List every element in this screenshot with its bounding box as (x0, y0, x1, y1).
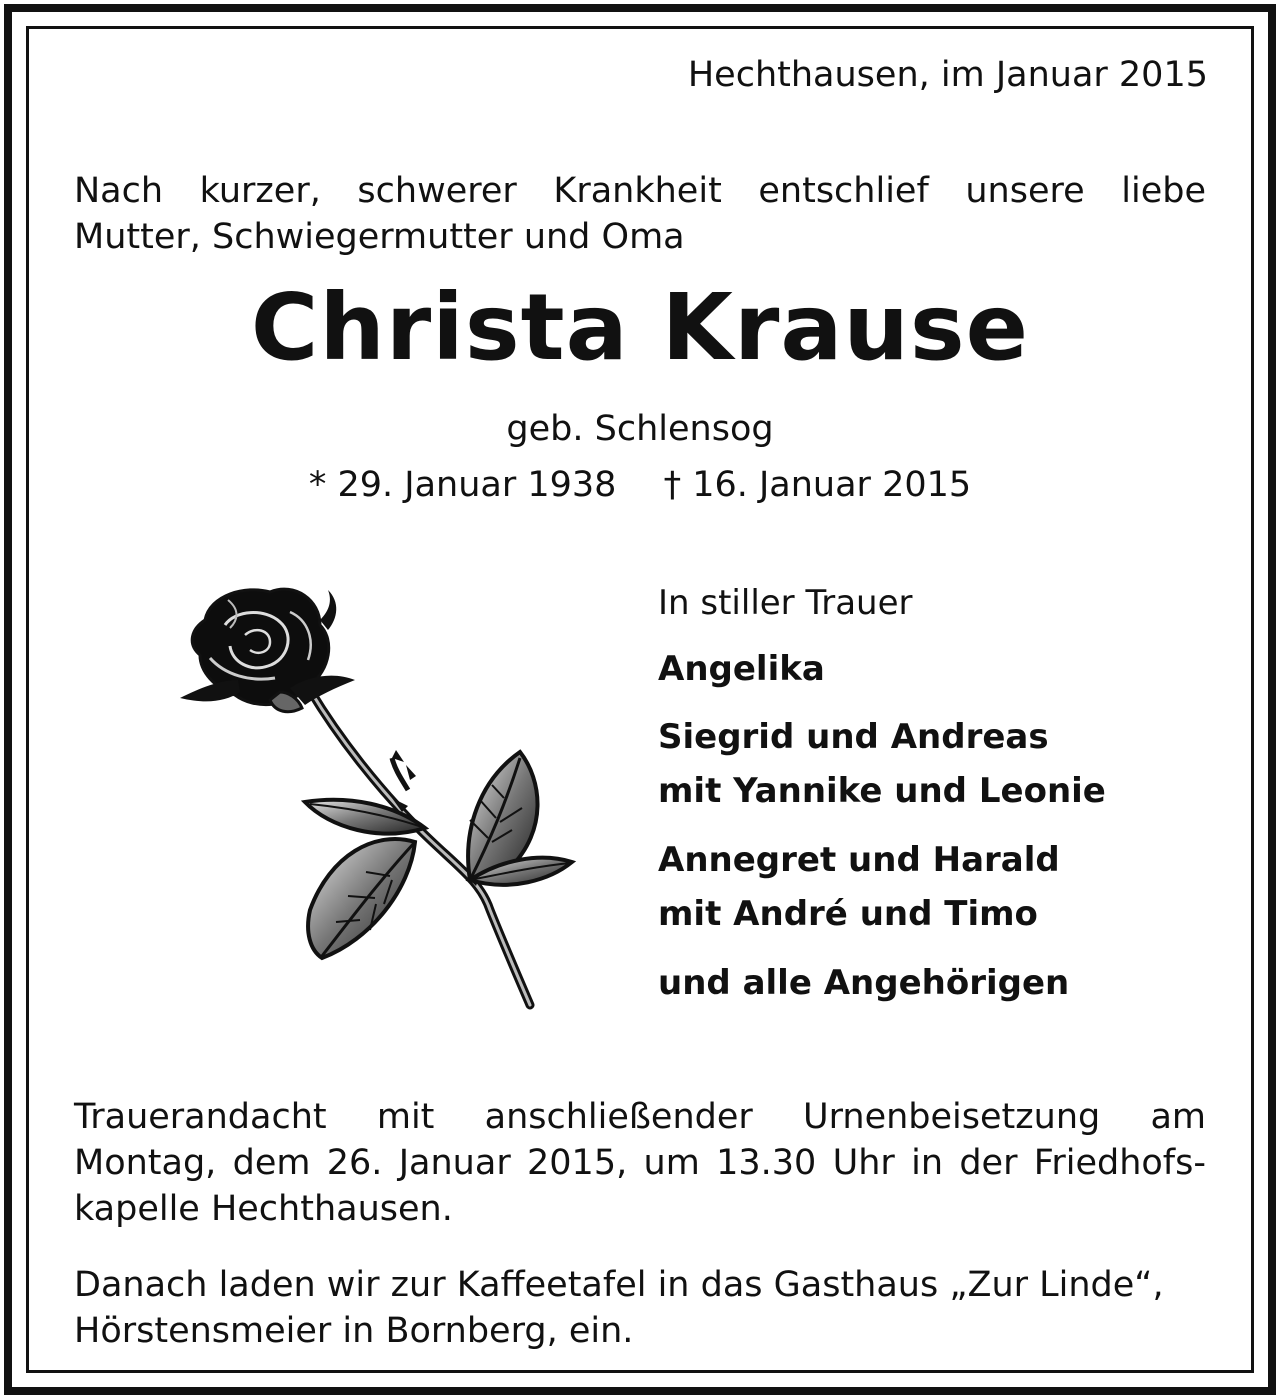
birth-date: * 29. Januar 1938 (308, 465, 617, 505)
rose-icon (170, 580, 590, 1020)
service-line: kapelle Hechthausen. (74, 1189, 453, 1229)
life-dates (0, 465, 1280, 505)
mourner-name: und alle Angehörigen (658, 963, 1070, 1003)
mourners-heading: In stiller Trauer (658, 583, 913, 623)
intro-line: Mutter, Schwiegermutter und Oma (74, 217, 685, 257)
service-info (74, 1094, 1206, 1232)
intro-line: Nach kurzer, schwerer Krankheit entschlief unsere liebe (74, 171, 1206, 211)
mourner-name: Annegret und Harald (658, 840, 1060, 880)
service-line: Trauerandacht mit anschließender Urnenbeisetzung am (74, 1097, 1206, 1137)
mourner-name: Angelika (658, 649, 825, 689)
mourner-name: mit André und Timo (658, 894, 1038, 934)
reception-line: Danach laden wir zur Kaffeetafel in das Gasthaus „Zur Linde“, (74, 1265, 1164, 1305)
mourner-name: Siegrid und Andreas (658, 717, 1049, 757)
deceased-name: Christa Krause (250, 274, 1030, 381)
mourner-name: mit Yannike und Leonie (658, 771, 1106, 811)
reception-line: Hörstensmeier in Bornberg, ein. (74, 1311, 634, 1351)
reception-info (74, 1262, 1206, 1354)
intro-text (74, 168, 1206, 260)
place-date: Hechthausen, im Januar 2015 (687, 55, 1208, 95)
maiden-name: geb. Schlensog (506, 409, 774, 449)
service-line: Montag, dem 26. Januar 2015, um 13.30 Uhr in der Friedhofs- (74, 1143, 1206, 1183)
death-date: † 16. Januar 2015 (663, 465, 972, 505)
